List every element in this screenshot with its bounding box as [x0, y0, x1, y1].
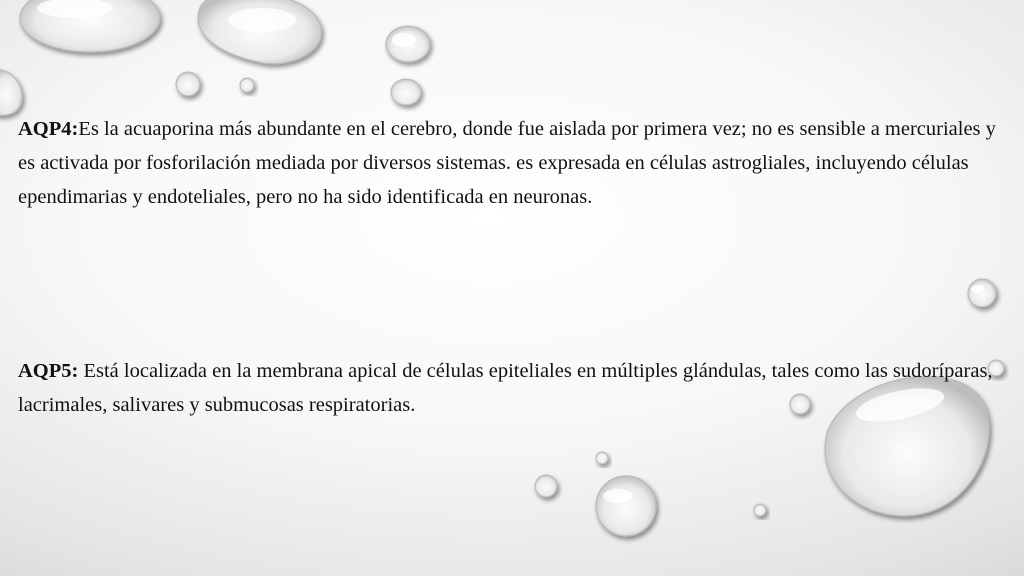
- term-aqp4: AQP4:: [18, 118, 79, 140]
- water-drop-icon: [198, 0, 321, 64]
- water-drop-icon: [535, 475, 557, 497]
- water-drop-icon: [240, 78, 254, 92]
- description-aqp5: Está localizada en la membrana apical de células epiteliales en múltiples glándulas, tales como las sudoríparas, lacrimales, salivares y submucosas respiratorias.: [18, 360, 993, 416]
- term-aqp5: AQP5:: [18, 360, 79, 382]
- paragraph-aqp5: [18, 354, 993, 422]
- water-drop-icon: [0, 69, 22, 115]
- water-drop-icon: [391, 79, 421, 105]
- water-drop-icon: [176, 72, 200, 96]
- description-aqp4: Es la acuaporina más abundante en el cerebro, donde fue aislada por primera vez; no es sensible a mercuriales y es activada por fosforilación mediada por diversos sistemas. es expresada en células astrogliales, incluyendo células ependimarias y endoteliales, pero no ha sido identificada en neuronas.: [18, 118, 996, 208]
- water-drop-icon: [968, 279, 996, 307]
- water-drop-icon: [386, 26, 430, 62]
- water-drop-icon: [20, 0, 160, 52]
- water-drop-icon: [596, 476, 656, 536]
- paragraph-aqp4: [18, 112, 1014, 214]
- water-drop-icon: [596, 452, 608, 464]
- water-drop-icon: [754, 504, 766, 516]
